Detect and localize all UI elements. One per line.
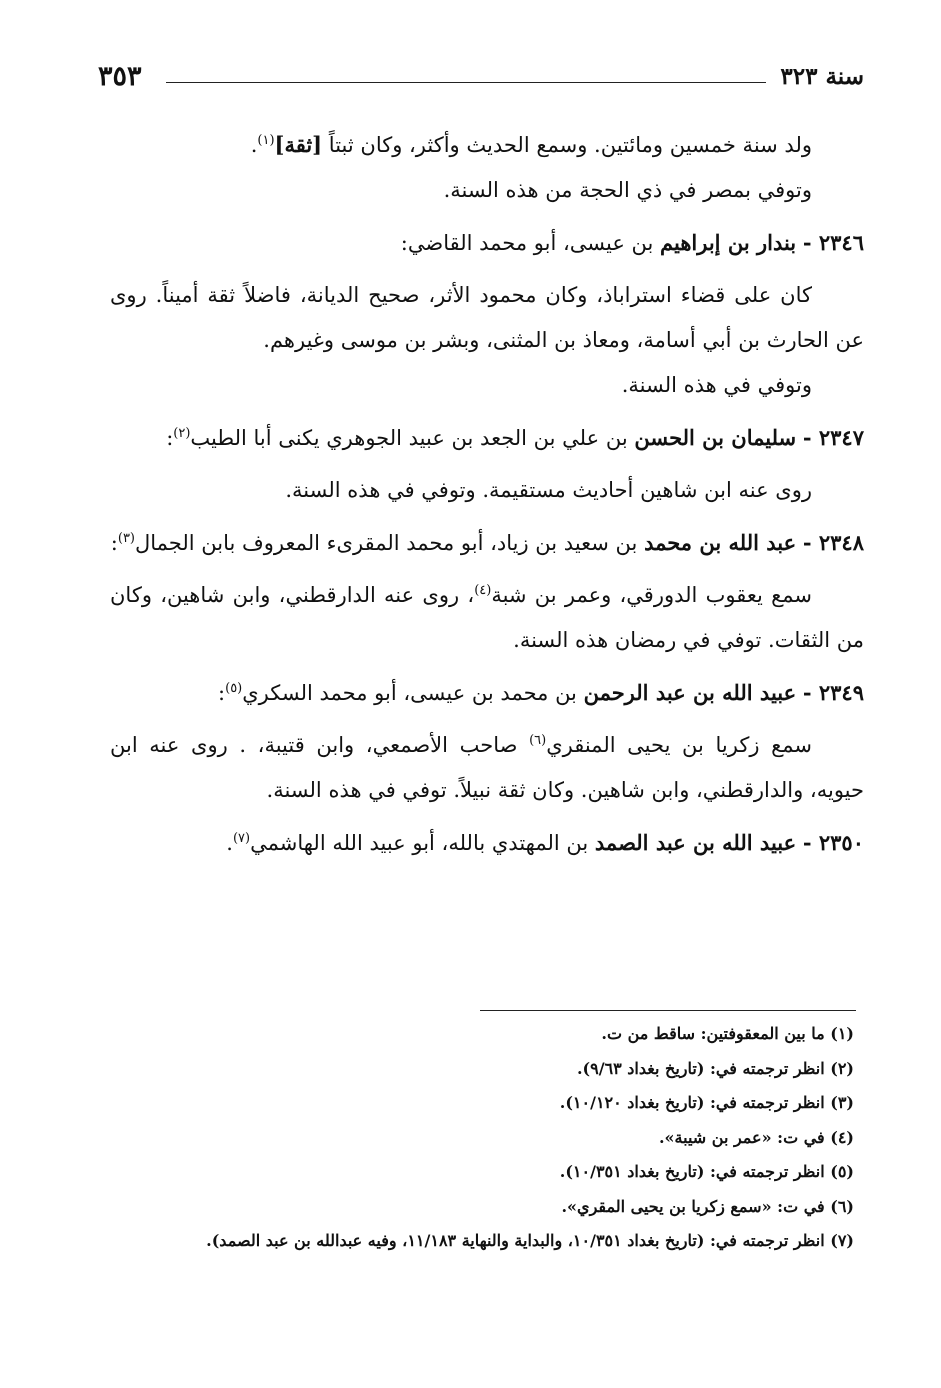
- entry-number: ٢٣٥٠ -: [802, 830, 864, 855]
- page-number: ٣٥٣: [98, 61, 142, 92]
- footnote-ref: (٤): [474, 583, 492, 598]
- paragraph: روى عنه ابن شاهين أحاديث مستقيمة. وتوفي في هذه السنة.: [285, 478, 812, 502]
- footnote-ref: (٦): [529, 733, 547, 748]
- biography-entry: ٢٣٤٦ - بندار بن إبراهيم بن عيسى، أبو محمد القاضي:: [400, 230, 864, 255]
- footnote-ref: (٧): [232, 831, 251, 846]
- entry-name: سليمان بن الحسن: [634, 425, 797, 450]
- footnotes: [110, 1017, 864, 1259]
- paragraph: وتوفي بمصر في ذي الحجة من هذه السنة.: [443, 178, 812, 202]
- biography-entry: ٢٣٤٩ - عبيد الله بن عبد الرحمن بن محمد بن عيسى، أبو محمد السكري$^{(٥)}$:: [218, 680, 864, 705]
- biography-entry: ٢٣٤٧ - سليمان بن الحسن بن علي بن الجعد بن عبيد الجوهري يكنى أبا الطيب$^{(٢)}$:: [166, 425, 864, 450]
- footnote-ref: (٥): [225, 681, 243, 696]
- entry-name: عبيد الله بن عبد الصمد: [594, 830, 797, 855]
- paragraph: سمع يعقوب الدورقي، وعمر بن شبة$^{(٤)}$، روى عنه الدارقطني، وابن شاهين، وكان من الثقات. توفي في رمضان هذه السنة.: [110, 583, 864, 652]
- paragraph: ولد سنة خمسين ومائتين. وسمع الحديث وأكثر، وكان ثبتاً [ثقة]$^{(١)}$.: [250, 132, 812, 157]
- footnote: (٣) انظر ترجمته في: (تاريخ بغداد ١٠/١٢٠).: [559, 1093, 854, 1112]
- entry-name: عبيد الله بن عبد الرحمن: [583, 680, 797, 705]
- page-header: [98, 60, 864, 100]
- biography-entry: ٢٣٤٨ - عبد الله بن محمد بن سعيد بن زياد، أبو محمد المقرىء المعروف بابن الجمال$^{(٣)}$:: [110, 530, 864, 555]
- paragraph: وتوفي في هذه السنة.: [621, 373, 812, 397]
- paragraph: سمع زكريا بن يحيى المنقري$^{(٦)}$ صاحب الأصمعي، وابن قتيبة، . روى عنه ابن حيويه، والدارقطني، وابن شاهين. وكان ثقة نبيلاً. توفي في هذه السنة.: [110, 733, 864, 802]
- header-rule: [166, 82, 766, 83]
- entry-number: ٢٣٤٧ -: [802, 425, 864, 450]
- bracketed-addition: [ثقة]: [274, 132, 323, 157]
- footnote: (٢) انظر ترجمته في: (تاريخ بغداد ٩/٦٣).: [576, 1058, 854, 1078]
- biography-entry: ٢٣٥٠ - عبيد الله بن عبد الصمد بن المهتدي بالله، أبو عبيد الله الهاشمي$^{(٧)}$.: [226, 830, 864, 855]
- entry-number: ٢٣٤٩ -: [802, 680, 864, 705]
- entry-name: عبد الله بن محمد: [644, 530, 797, 555]
- footnote-ref: (٢): [173, 426, 191, 441]
- footnote: (٧) انظر ترجمته في: (تاريخ بغداد ١٠/٣٥١، والبداية والنهاية ١١/١٨٣، وفيه عبدالله بن عبد الصمد).: [206, 1231, 854, 1250]
- entry-number: ٢٣٤٦ -: [802, 230, 864, 255]
- entry-name: بندار بن إبراهيم: [660, 230, 797, 255]
- entry-number: ٢٣٤٨ -: [802, 530, 864, 555]
- footnote-ref: (١): [257, 133, 275, 148]
- paragraph: كان على قضاء استراباذ، وكان محمود الأثر، صحيح الديانة، فاضلاً ثقة أميناً. روى عن الحارث بن أبي أسامة، ومعاذ بن المثنى، وبشر بن موسى وغيرهم.: [110, 283, 864, 352]
- footnote: (٦) في ت: «سمع زكريا بن يحيى المقري».: [561, 1196, 854, 1216]
- running-head-year: سنة ٣٢٣: [780, 63, 864, 90]
- footnote-separator: [480, 1010, 856, 1011]
- footnote: (٤) في ت: «عمر بن شيبة».: [658, 1127, 854, 1147]
- footnote: (١) ما بين المعقوفتين: ساقط من ت.: [601, 1024, 854, 1043]
- main-text: [110, 122, 864, 873]
- footnote: (٥) انظر ترجمته في: (تاريخ بغداد ١٠/٣٥١).: [559, 1162, 854, 1181]
- footnote-ref: (٣): [117, 531, 135, 546]
